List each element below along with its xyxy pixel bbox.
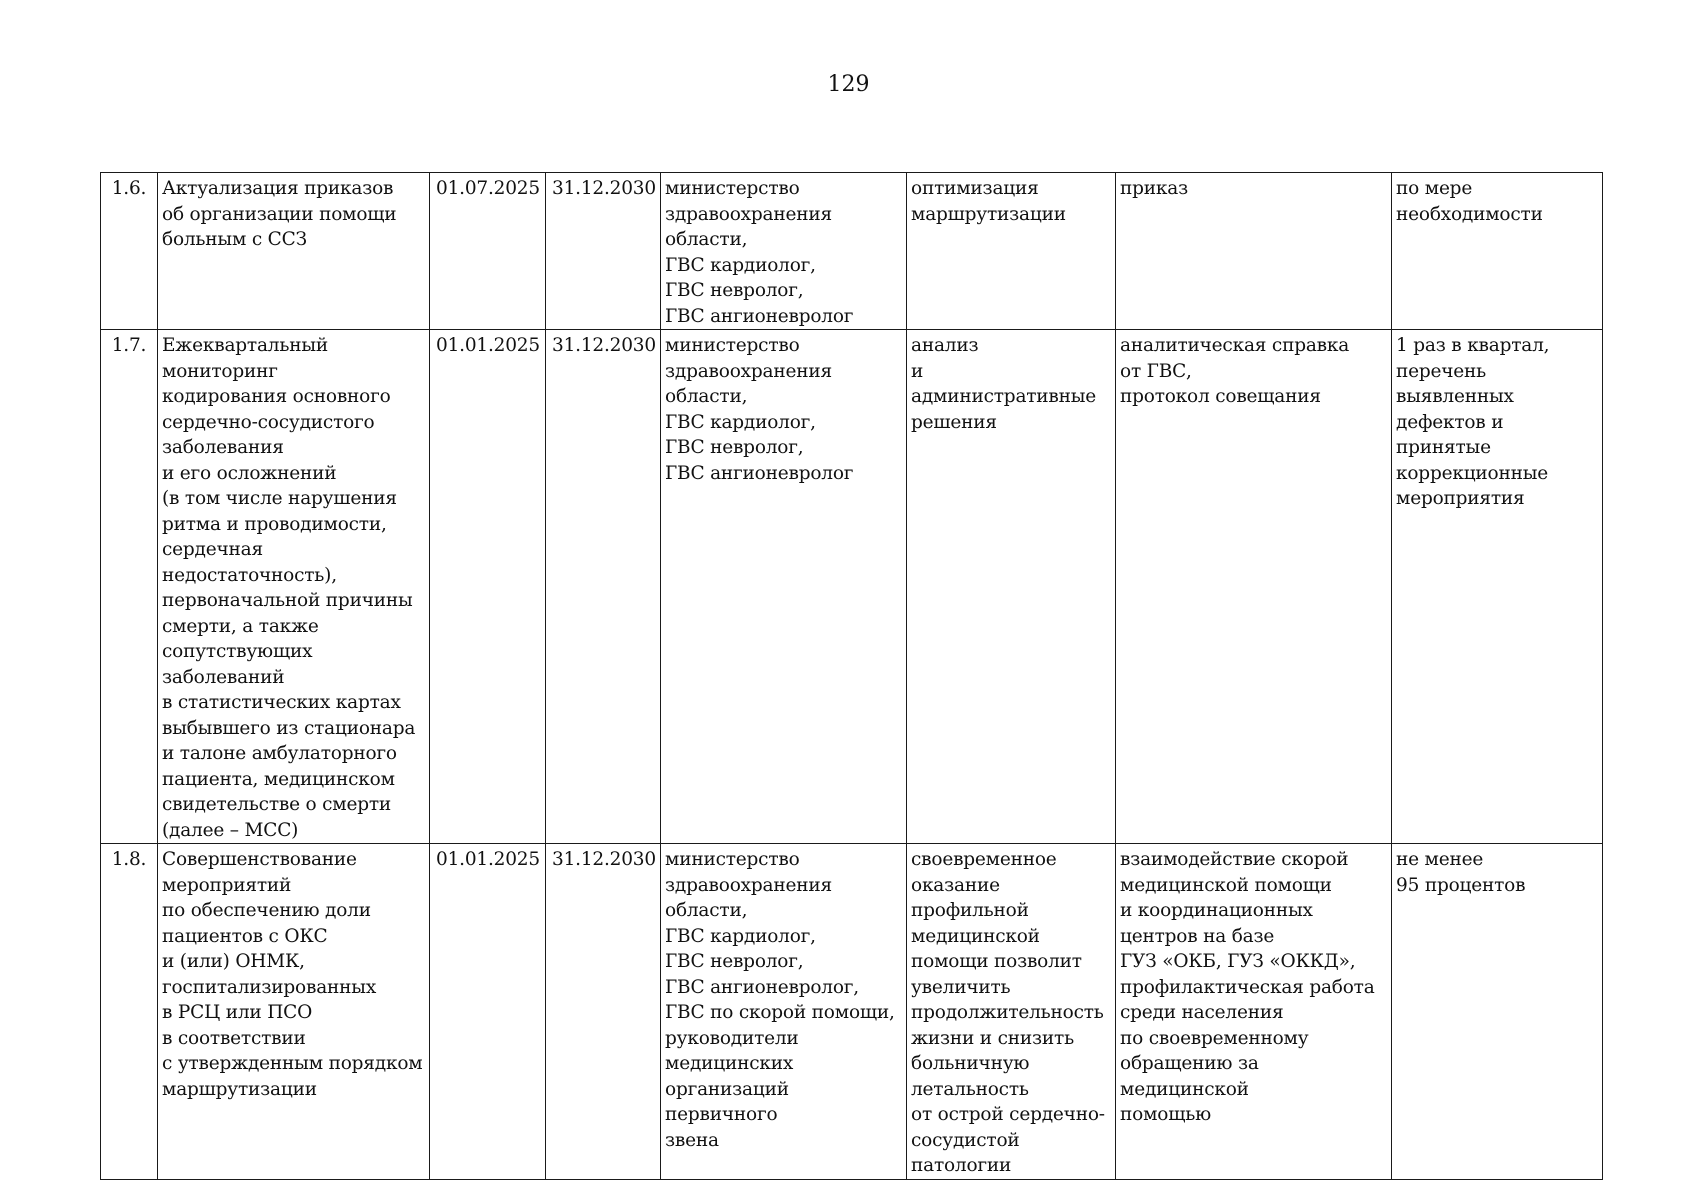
- result-cell: оптимизация маршрутизации: [907, 173, 1116, 330]
- start-date-cell: 01.01.2025: [430, 844, 546, 1180]
- result-cell: своевременное оказание профильной медицинской помощи позволит увеличить продолжительность жизни и снизить больничную летальность от острой сердечно- сосудистой патологии: [907, 844, 1116, 1180]
- row-number: 1.6.: [101, 173, 158, 330]
- document-cell: приказ: [1116, 173, 1392, 330]
- document-cell: взаимодействие скорой медицинской помощи и координационных центров на базе ГУЗ «ОКБ, ГУЗ «ОККД», профилактическая работа среди населения по своевременному обращению за медицинской помощью: [1116, 844, 1392, 1180]
- table-row: [101, 330, 1603, 844]
- table-row: [101, 173, 1603, 330]
- end-date-cell: 31.12.2030: [546, 173, 661, 330]
- page-number: 129: [827, 72, 870, 97]
- activity-table: [100, 172, 1603, 1180]
- result-cell: анализ и административные решения: [907, 330, 1116, 844]
- document-cell: аналитическая справка от ГВС, протокол совещания: [1116, 330, 1392, 844]
- activity-cell: Ежеквартальный мониторинг кодирования основного сердечно-сосудистого заболевания и его осложнений (в том числе нарушения ритма и проводимости, сердечная недостаточность), первоначальной причины смерти, а также сопутствующих заболеваний в статистических картах выбывшего из стационара и талоне амбулаторного пациента, медицинском свидетельстве о смерти (далее – МСС): [158, 330, 430, 844]
- responsible-cell: министерство здравоохранения области, ГВС кардиолог, ГВС невролог, ГВС ангионевролог: [661, 330, 907, 844]
- responsible-cell: министерство здравоохранения области, ГВС кардиолог, ГВС невролог, ГВС ангионевролог: [661, 173, 907, 330]
- table-row: [101, 844, 1603, 1180]
- start-date-cell: 01.07.2025: [430, 173, 546, 330]
- activity-cell: Актуализация приказов об организации помощи больным с ССЗ: [158, 173, 430, 330]
- frequency-cell: по мере необходимости: [1392, 173, 1603, 330]
- frequency-cell: не менее 95 процентов: [1392, 844, 1603, 1180]
- start-date-cell: 01.01.2025: [430, 330, 546, 844]
- end-date-cell: 31.12.2030: [546, 844, 661, 1180]
- frequency-cell: 1 раз в квартал, перечень выявленных дефектов и принятые коррекционные мероприятия: [1392, 330, 1603, 844]
- activity-cell: Совершенствование мероприятий по обеспечению доли пациентов с ОКС и (или) ОНМК, госпитализированных в РСЦ или ПСО в соответствии с утвержденным порядком маршрутизации: [158, 844, 430, 1180]
- row-number: 1.7.: [101, 330, 158, 844]
- responsible-cell: министерство здравоохранения области, ГВС кардиолог, ГВС невролог, ГВС ангионевролог, ГВС по скорой помощи, руководители медицинских организаций первичного звена: [661, 844, 907, 1180]
- row-number: 1.8.: [101, 844, 158, 1180]
- end-date-cell: 31.12.2030: [546, 330, 661, 844]
